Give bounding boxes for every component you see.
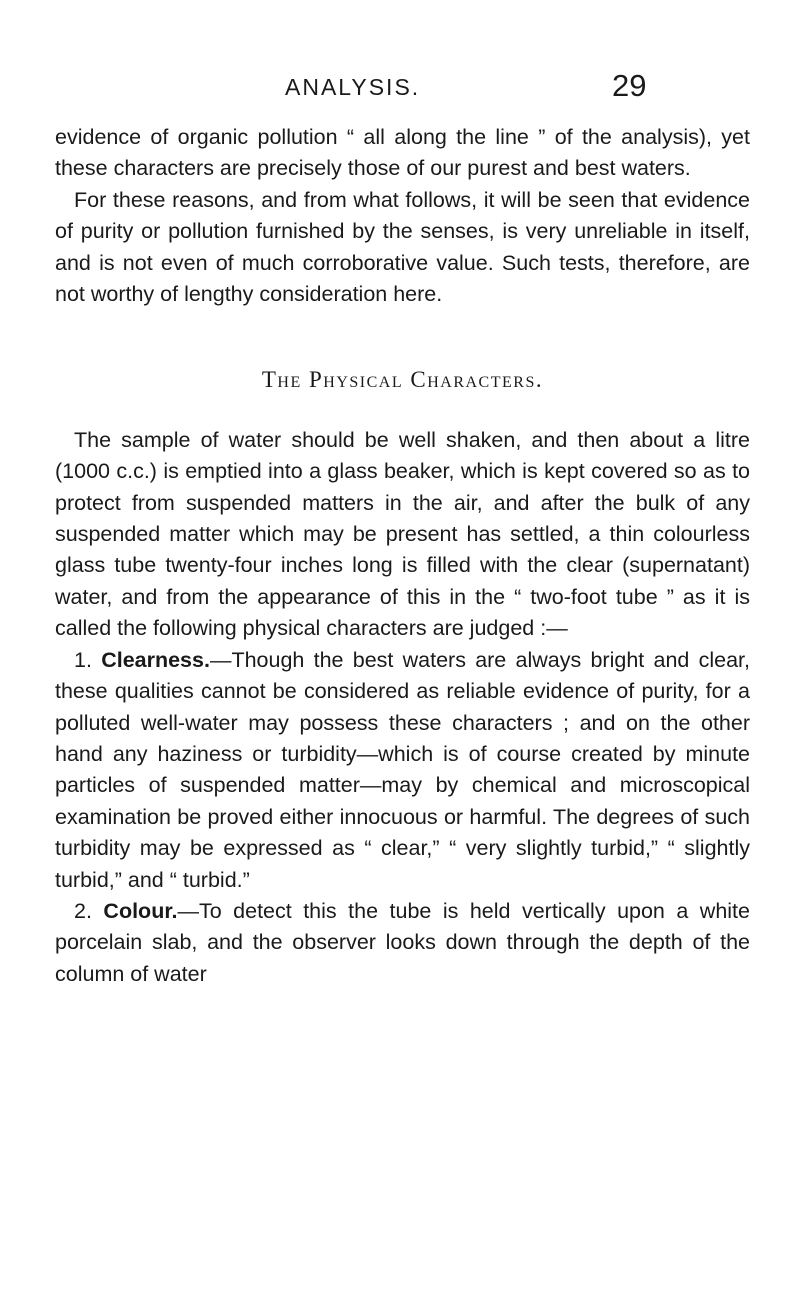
section-intro-paragraph: The sample of water should be well shaken, and then about a litre (1000 c.c.) is emptied into a glass beaker, which is kept covered so as to protect from suspended matters in the air, and after the bulk of any suspended matter which may be present has settled, a thin colourless glass tube twenty-four inches long is filled with the clear (supernatant) water, and from the appearance of this in the “ two-foot tube ” as it is called the following physical characters are judged :— xyxy=(55,427,750,641)
page-number: 29 xyxy=(612,68,647,103)
section-heading-text: The Physical Characters. xyxy=(261,367,544,393)
item-number: 2. xyxy=(74,898,92,923)
item-number: 1. xyxy=(74,647,92,672)
paragraph-continuation: evidence of organic pollution “ all along the line ” of the analysis), yet these characters are precisely those of our purest and best waters. xyxy=(55,125,750,181)
item-title: Colour. xyxy=(103,898,178,923)
body-text xyxy=(55,122,750,990)
running-head xyxy=(0,68,800,114)
list-item-colour xyxy=(55,896,750,990)
running-head-title: ANALYSIS. xyxy=(285,74,421,100)
item-text: —Though the best waters are always bright and clear, these qualities cannot be considered as reliable evidence of purity, for a polluted well-water may possess these characters ; and on the other hand any haziness or turbidity—which is of course created by minute particles of suspended matter—may by chemical and microscopical examination be proved either innocuous or harmful. The degrees of such turbidity may be expressed as “ clear,” “ very slightly turbid,” “ slightly turbid,” and “ turbid.” xyxy=(55,647,750,892)
item-text: —To detect this the tube is held vertically upon a white porcelain slab, and the observer looks down through the depth of the column of water xyxy=(55,898,750,986)
paragraph: For these reasons, and from what follows, it will be seen that evidence of purity or pollution furnished by the senses, is very unreliable in itself, and is not even of much corroborative value. Such tests, therefore, are not worthy of lengthy consideration here. xyxy=(55,187,750,307)
list-item-clearness xyxy=(55,645,750,896)
item-title: Clearness. xyxy=(101,647,210,672)
section-heading xyxy=(55,364,750,395)
